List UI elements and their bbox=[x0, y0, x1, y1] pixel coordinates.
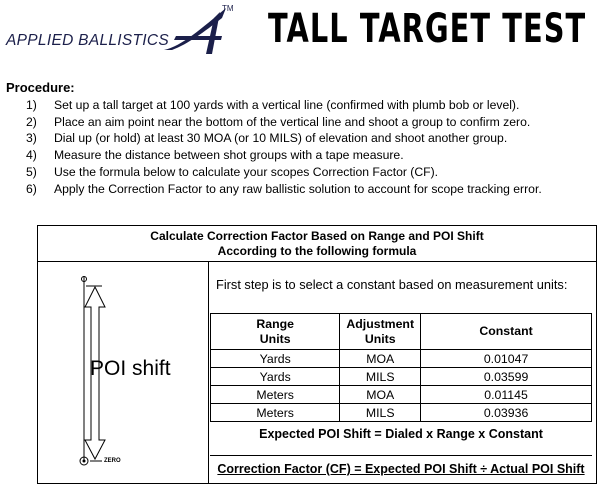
step-text: Set up a tall target at 100 yards with a vertical line (confirmed with plumb bob or level). bbox=[54, 98, 520, 112]
formula-divider bbox=[210, 455, 592, 456]
calculation-heading bbox=[38, 226, 596, 262]
first-step-text: First step is to select a constant based on measurement units: bbox=[216, 277, 568, 292]
poi-shift-label: POI shift bbox=[90, 357, 171, 380]
procedure-step bbox=[26, 130, 542, 147]
procedure-step bbox=[26, 114, 542, 131]
correction-factor-formula: Correction Factor (CF) = Expected POI Shift ÷ Actual POI Shift bbox=[217, 462, 585, 476]
cell-adjustment-units: MOA bbox=[340, 386, 421, 404]
step-text: Apply the Correction Factor to any raw ballistic solution to account for scope tracking error. bbox=[54, 181, 542, 196]
page-title: TALL TARGET TEST bbox=[268, 6, 587, 52]
calculation-heading-line1: Calculate Correction Factor Based on Range and POI Shift bbox=[150, 229, 484, 243]
procedure-step bbox=[26, 147, 542, 164]
procedure-steps bbox=[26, 97, 542, 197]
cell-constant: 0.03936 bbox=[421, 404, 592, 422]
applied-ballistics-a-logo-icon bbox=[162, 6, 232, 58]
table-row bbox=[211, 386, 592, 404]
table-row bbox=[211, 350, 592, 368]
step-number: 4) bbox=[26, 148, 37, 163]
cell-range-units: Yards bbox=[211, 368, 340, 386]
step-number: 5) bbox=[26, 164, 37, 179]
cell-adjustment-units: MILS bbox=[340, 368, 421, 386]
step-number: 2) bbox=[26, 114, 37, 129]
procedure-step bbox=[26, 164, 542, 181]
table-row bbox=[211, 368, 592, 386]
procedure-label: Procedure: bbox=[6, 80, 75, 95]
logo-brand-text: APPLIED BALLISTICS bbox=[6, 32, 170, 49]
cell-constant: 0.03599 bbox=[421, 368, 592, 386]
step-text: Measure the distance between shot groups with a tape measure. bbox=[54, 148, 404, 163]
zero-label: ZERO bbox=[104, 458, 121, 464]
cell-adjustment-units: MILS bbox=[340, 404, 421, 422]
procedure-step bbox=[26, 97, 542, 114]
cell-range-units: Meters bbox=[211, 404, 340, 422]
step-text: Dial up (or hold) at least 30 MOA (or 10 MILS) of elevation and shoot another group. bbox=[54, 131, 508, 146]
header-constant: Constant bbox=[421, 314, 592, 350]
calculation-heading-line2: According to the following formula bbox=[217, 244, 417, 258]
cell-range-units: Meters bbox=[211, 386, 340, 404]
expected-poi-shift-formula: Expected POI Shift = Dialed x Range x Constant bbox=[259, 427, 543, 441]
table-header-row bbox=[211, 314, 592, 350]
step-number: 6) bbox=[26, 181, 37, 196]
poi-shift-diagram bbox=[38, 262, 206, 477]
trademark-mark: TM bbox=[222, 4, 234, 13]
table-row bbox=[211, 404, 592, 422]
procedure-step bbox=[26, 181, 542, 198]
step-number: 3) bbox=[26, 131, 37, 146]
step-text: Place an aim point near the bottom of the vertical line and shoot a group to confirm zero. bbox=[54, 114, 531, 129]
cell-constant: 0.01047 bbox=[421, 350, 592, 368]
cell-adjustment-units: MOA bbox=[340, 350, 421, 368]
header-range-units: Range Units bbox=[211, 314, 340, 350]
cell-constant: 0.01145 bbox=[421, 386, 592, 404]
constants-table bbox=[210, 313, 592, 422]
step-number: 1) bbox=[26, 98, 37, 112]
box-column-divider bbox=[208, 262, 209, 483]
cell-range-units: Yards bbox=[211, 350, 340, 368]
step-text: Use the formula below to calculate your scopes Correction Factor (CF). bbox=[54, 164, 439, 179]
header-adjustment-units: Adjustment Units bbox=[340, 314, 421, 350]
